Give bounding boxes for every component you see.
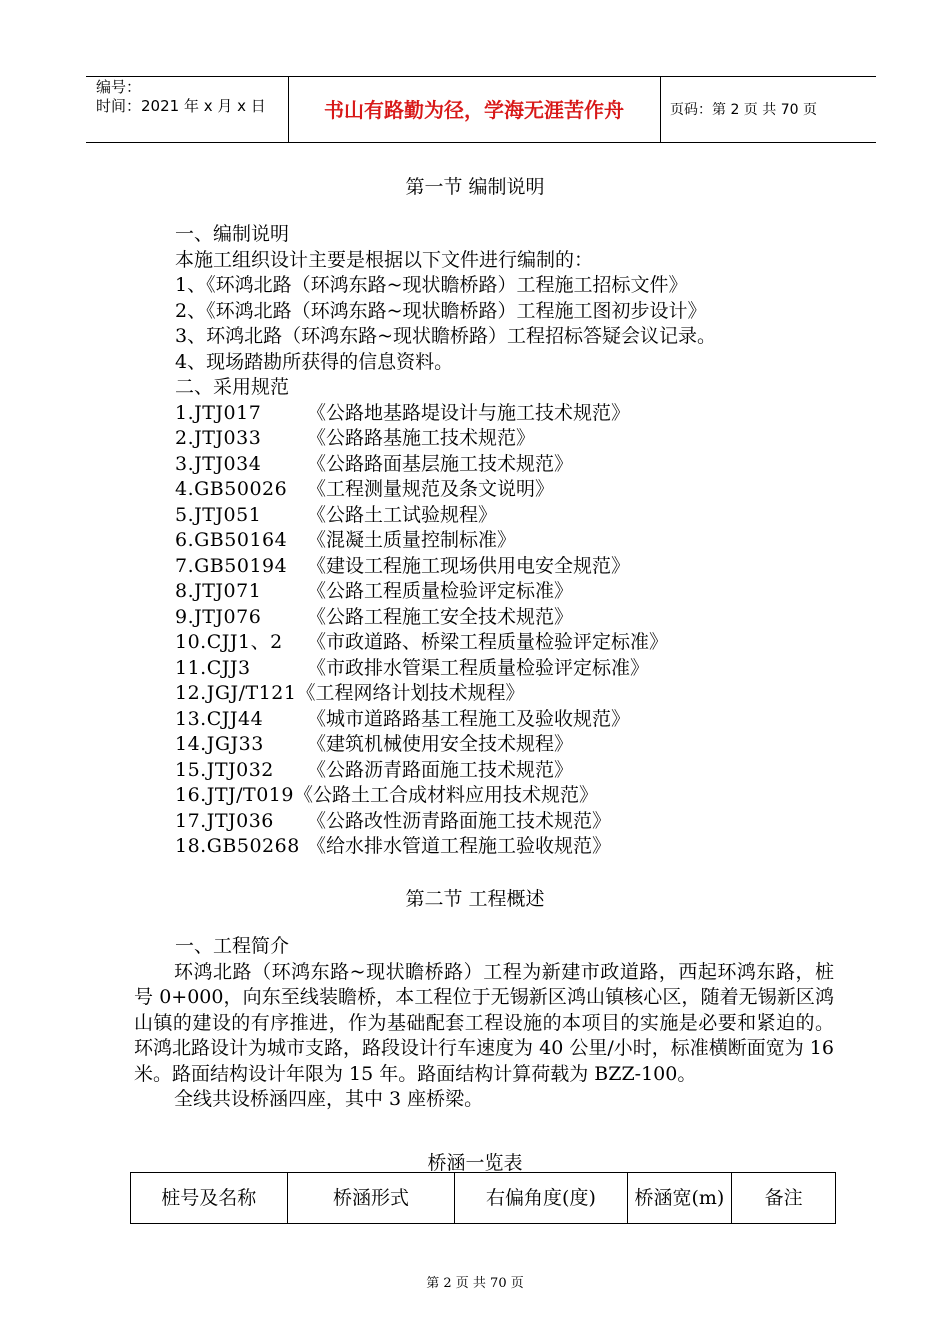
standard-title: 《工程测量规范及条文说明》 (307, 478, 555, 500)
section1-heading-standards: 二、采用规范 (175, 376, 290, 398)
standard-item (175, 732, 835, 758)
standard-item (175, 783, 835, 809)
standard-code: 15.JTJ032 (175, 758, 274, 781)
standard-code: 11.CJJ3 (175, 656, 251, 679)
standard-title: 《给水排水管道工程施工验收规范》 (307, 835, 612, 857)
standard-code: 10.CJJ1、2 (175, 631, 283, 653)
header-meta (96, 78, 266, 116)
table-header-cell: 备注 (732, 1173, 836, 1224)
standard-item (175, 579, 835, 605)
standard-code: 18.GB50268 (175, 835, 300, 857)
doc-item: 4、现场踏勘所获得的信息资料。 (175, 350, 454, 373)
standard-item (175, 452, 835, 478)
header-page-info: 页码：第 2 页 共 70 页 (670, 102, 817, 118)
standard-title: 《公路沥青路面施工技术规范》 (307, 758, 574, 781)
standard-item (175, 503, 835, 529)
standard-code: 4.GB50026 (175, 478, 288, 500)
standard-title: 《市政排水管渠工程质量检验评定标准》 (307, 656, 650, 679)
standard-item (175, 707, 835, 733)
standard-code: 2.JTJ033 (175, 427, 262, 449)
table-header-cell: 桩号及名称 (131, 1173, 288, 1224)
standard-code: 14.JGJ33 (175, 733, 264, 755)
standard-code: 12.JGJ/T121 (175, 682, 297, 704)
doc-item: 1、《环鸿北路（环鸿东路~现状瞻桥路）工程施工招标文件》 (175, 274, 688, 296)
header-motto: 书山有路勤为径，学海无涯苦作舟 (324, 98, 624, 122)
standard-title: 《工程网络计划技术规程》 (296, 682, 525, 704)
table-header-cell: 桥涵形式 (287, 1173, 455, 1224)
header-divider-right (660, 76, 661, 142)
standard-item (175, 605, 835, 631)
standard-title: 《建设工程施工现场供用电安全规范》 (307, 554, 631, 577)
header-bottom-rule (86, 142, 876, 143)
header-top-rule (86, 76, 876, 77)
bridge-culvert-table (130, 1172, 836, 1224)
standard-title: 《公路地基路堤设计与施工技术规范》 (307, 401, 631, 424)
standard-item (175, 426, 835, 452)
table-header-cell: 右偏角度(度) (455, 1173, 627, 1224)
section2-heading-overview: 一、工程简介 (175, 935, 290, 957)
standard-code: 1.JTJ017 (175, 401, 262, 424)
standard-title: 《混凝土质量控制标准》 (307, 529, 517, 551)
doc-item: 3、环鸿北路（环鸿东路~现状瞻桥路）工程招标答疑会议记录。 (175, 325, 717, 347)
table-title: 桥涵一览表 (427, 1152, 523, 1174)
standard-item (175, 681, 835, 707)
standard-code: 16.JTJ/T019 (175, 784, 294, 806)
standard-item (175, 528, 835, 554)
standard-code: 13.CJJ44 (175, 707, 264, 730)
section1-heading-compilation: 一、编制说明 (175, 223, 290, 245)
standard-title: 《公路工程施工安全技术规范》 (307, 605, 574, 628)
standard-code: 3.JTJ034 (175, 452, 262, 475)
standard-code: 9.JTJ076 (175, 605, 262, 628)
standard-title: 《市政道路、桥梁工程质量检验评定标准》 (307, 631, 669, 653)
standard-title: 《公路路面基层施工技术规范》 (307, 452, 574, 475)
section1-title: 第一节 编制说明 (405, 176, 545, 198)
standard-title: 《建筑机械使用安全技术规程》 (307, 733, 574, 755)
document-number-label: 编号： (96, 78, 142, 96)
section2-body (134, 934, 834, 1113)
standard-title: 《公路土工试验规程》 (307, 503, 498, 526)
standard-code: 5.JTJ051 (175, 503, 262, 526)
standard-item (175, 809, 835, 835)
standard-title: 《城市道路路基工程施工及验收规范》 (307, 707, 631, 730)
standard-item (175, 834, 835, 860)
table-header-row (131, 1173, 836, 1224)
standard-title: 《公路路基施工技术规范》 (307, 427, 536, 449)
section1-body (175, 222, 835, 860)
standard-item (175, 554, 835, 580)
project-description: 环鸿北路（环鸿东路~现状瞻桥路）工程为新建市政道路，西起环鸿东路，桩号 0+000，向东至线装瞻桥，本工程位于无锡新区鸿山镇核心区，随着无锡新区鸿山镇的建设的有序推进，作为基础配套工程设施的本项目的实施是必要和紧迫的。环鸿北路设计为城市支路，路段设计行车速度为 40 公里/小时，标准横断面宽为 16 米。路面结构设计年限为 15 年。路面结构计算荷载为 BZZ-100。 (134, 960, 834, 1085)
standard-title: 《公路改性沥青路面施工技术规范》 (307, 809, 612, 832)
standard-code: 8.JTJ071 (175, 580, 262, 602)
standard-code: 7.GB50194 (175, 554, 288, 577)
doc-item: 2、《环鸿北路（环鸿东路~现状瞻桥路）工程施工图初步设计》 (175, 299, 707, 322)
bridge-count-note: 全线共设桥涵四座，其中 3 座桥梁。 (174, 1088, 484, 1110)
standard-code: 17.JTJ036 (175, 809, 274, 832)
standard-item (175, 401, 835, 427)
table-header-cell: 桥涵宽(m) (627, 1173, 732, 1224)
section2-title: 第二节 工程概述 (405, 888, 545, 910)
standard-title: 《公路土工合成材料应用技术规范》 (293, 784, 598, 806)
standard-code: 6.GB50164 (175, 529, 288, 551)
standard-item (175, 758, 835, 784)
standard-title: 《公路工程质量检验评定标准》 (307, 580, 574, 602)
standard-item (175, 477, 835, 503)
standard-item (175, 656, 835, 682)
page-footer: 第 2 页 共 70 页 (426, 1276, 524, 1291)
standard-item (175, 630, 835, 656)
document-date: 时间：2021 年 x 月 x 日 (96, 97, 266, 115)
section1-intro: 本施工组织设计主要是根据以下文件进行编制的： (175, 248, 594, 271)
